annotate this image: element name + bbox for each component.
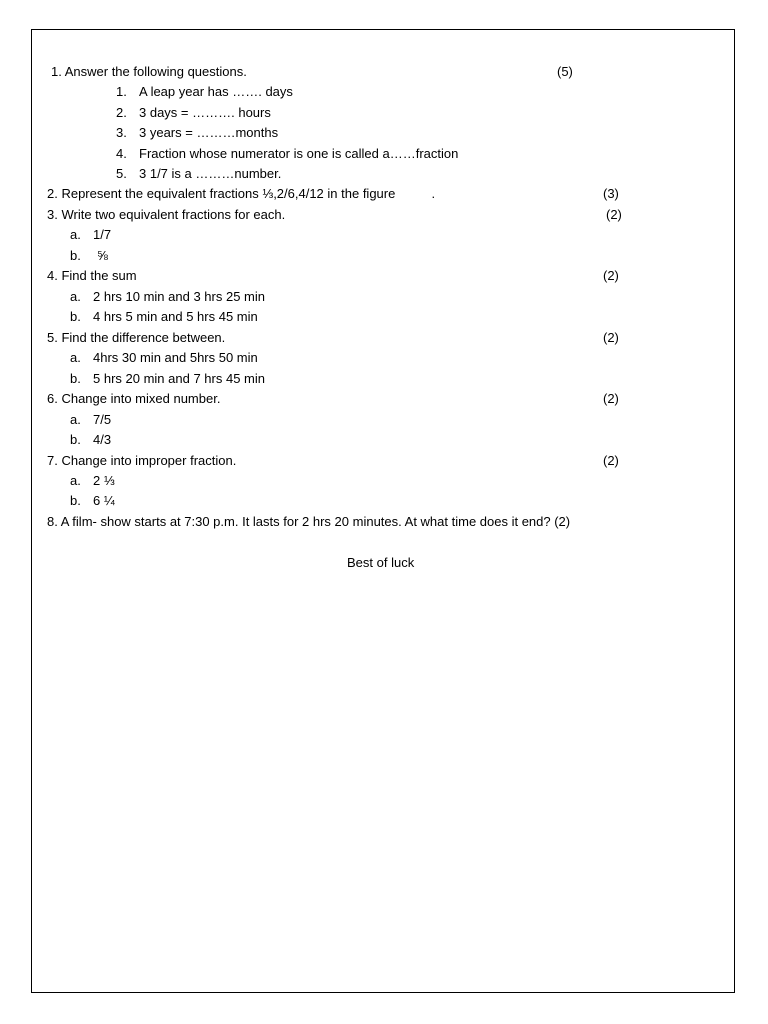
- question-6: 6. Change into mixed number.: [47, 391, 221, 406]
- question-4-marks: (2): [603, 268, 619, 283]
- question-5-item-num: a.: [70, 350, 81, 365]
- question-5-item: 5 hrs 20 min and 7 hrs 45 min: [93, 371, 265, 386]
- question-3: 3. Write two equivalent fractions for each.: [47, 207, 286, 222]
- question-2: 2. Represent the equivalent fractions ⅓,2/6,4/12 in the figure .: [47, 186, 436, 201]
- question-6-item: 4/3: [93, 432, 112, 447]
- question-1-item: Fraction whose numerator is one is called a……fraction: [139, 146, 459, 161]
- question-1-item: 3 years = ………months: [139, 125, 279, 140]
- question-1: 1. Answer the following questions.: [51, 64, 247, 79]
- question-7-item-num: a.: [70, 473, 81, 488]
- question-6-marks: (2): [603, 391, 619, 406]
- question-4-item-num: b.: [70, 309, 81, 324]
- page-border: [31, 29, 735, 993]
- question-1-item-num: 4.: [116, 146, 127, 161]
- question-7-item-num: b.: [70, 493, 81, 508]
- question-1-item-num: 2.: [116, 105, 127, 120]
- question-1-item-num: 3.: [116, 125, 127, 140]
- question-5-item-num: b.: [70, 371, 81, 386]
- footer-text: Best of luck: [347, 555, 415, 570]
- question-1-item: 3 days = ………. hours: [139, 105, 271, 120]
- question-3-item-num: b.: [70, 248, 81, 263]
- question-1-item-num: 1.: [116, 84, 127, 99]
- question-8: 8. A film- show starts at 7:30 p.m. It lasts for 2 hrs 20 minutes. At what time does it end? (2): [47, 514, 571, 529]
- question-7-item: 2 ⅓: [93, 473, 115, 488]
- question-6-item-num: a.: [70, 412, 81, 427]
- question-7: 7. Change into improper fraction.: [47, 453, 237, 468]
- question-4-item: 2 hrs 10 min and 3 hrs 25 min: [93, 289, 265, 304]
- question-4-item: 4 hrs 5 min and 5 hrs 45 min: [93, 309, 258, 324]
- question-6-item: 7/5: [93, 412, 112, 427]
- question-4: 4. Find the sum: [47, 268, 137, 283]
- question-3-item: 1/7: [93, 227, 112, 242]
- question-7-item: 6 ¼: [93, 493, 115, 508]
- question-3-marks: (2): [606, 207, 622, 222]
- question-1-item: 3 1/7 is a ………number.: [139, 166, 282, 181]
- question-7-marks: (2): [603, 453, 619, 468]
- question-5-marks: (2): [603, 330, 619, 345]
- question-1-item: A leap year has ……. days: [139, 84, 293, 99]
- question-5-item: 4hrs 30 min and 5hrs 50 min: [93, 350, 258, 365]
- question-1-item-num: 5.: [116, 166, 127, 181]
- question-3-item-num: a.: [70, 227, 81, 242]
- question-5: 5. Find the difference between.: [47, 330, 226, 345]
- question-3-item: ⅝: [97, 248, 108, 263]
- question-1-marks: (5): [557, 64, 573, 79]
- question-2-marks: (3): [603, 186, 619, 201]
- question-4-item-num: a.: [70, 289, 81, 304]
- question-6-item-num: b.: [70, 432, 81, 447]
